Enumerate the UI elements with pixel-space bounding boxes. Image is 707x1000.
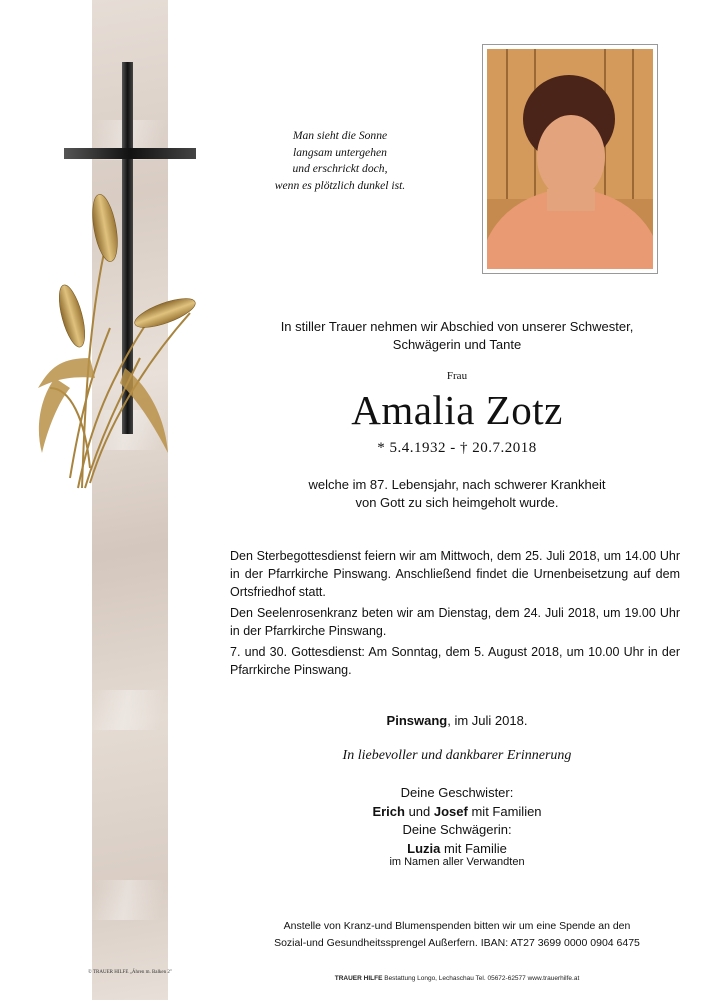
age-text xyxy=(220,476,694,512)
footer-text: Bestattung Longo, Lechaschau Tel. 05672-62577 www.trauerhilfe.at xyxy=(382,975,580,982)
portrait-frame xyxy=(482,44,658,274)
age-line: welche im 87. Lebensjahr, nach schwerer Krankheit xyxy=(308,477,606,492)
deceased-name: Amalia Zotz xyxy=(351,387,563,433)
siblings-suffix: mit Familien xyxy=(467,803,542,819)
memorial-motto xyxy=(250,128,430,194)
salutation: Frau xyxy=(446,370,468,382)
place-and-date xyxy=(220,713,694,728)
intro-text xyxy=(220,318,694,354)
conjunction: und xyxy=(404,803,434,819)
copyright-note: © TRAUER HILFE „Ähren m. Balken 2" xyxy=(88,970,172,975)
motto-line: langsam untergehen xyxy=(293,145,387,159)
stripe-streak xyxy=(92,690,168,730)
intro-line: In stiller Trauer nehmen wir Abschied von unserer Schwester, xyxy=(280,319,634,334)
sibling-name: Erich xyxy=(372,803,405,819)
intro-line: Schwägerin und Tante xyxy=(392,337,522,352)
motto-line: Man sieht die Sonne xyxy=(292,129,388,142)
family-list xyxy=(220,784,694,858)
relatives-line: im Namen aller Verwandten xyxy=(389,856,525,868)
age-line: von Gott zu sich heimgeholt wurde. xyxy=(355,495,559,510)
inlaw-suffix: mit Familie xyxy=(440,840,507,856)
portrait-photo xyxy=(487,49,653,269)
sibling-name: Josef xyxy=(433,803,468,819)
donation-line: Sozial-und Gesundheitssprengel Außerfern. IBAN: AT27 3699 0000 0904 6475 xyxy=(274,937,640,949)
funeral-service-text: Den Sterbegottesdienst feiern wir am Mittwoch, dem 25. Juli 2018, um 14.00 Uhr in der Pfarrkirche Pinswang. Anschließend findet die Urnenbeisetzung auf dem Ortsfriedhof statt. xyxy=(230,549,680,599)
siblings-line xyxy=(220,803,694,822)
footer-brand: TRAUER HILFE xyxy=(334,975,383,982)
inlaw-label: Deine Schwägerin: xyxy=(402,822,512,837)
memorial-mass-text: 7. und 30. Gottesdienst: Am Sonntag, dem 5. August 2018, um 10.00 Uhr in der Pfarrkirche Pinswang. xyxy=(230,645,680,677)
cross-with-wheat-icon xyxy=(30,58,210,498)
siblings-label: Deine Geschwister: xyxy=(400,785,514,800)
donation-line: Anstelle von Kranz-und Blumenspenden bitten wir um eine Spende an den xyxy=(283,920,631,932)
inlaw-name: Luzia xyxy=(407,840,441,856)
footer-credit xyxy=(220,975,694,982)
life-dates: * 5.4.1932 - † 20.7.2018 xyxy=(377,440,537,456)
remembrance-line: In liebevoller und dankbarer Erinnerung xyxy=(342,748,572,763)
donation-notice xyxy=(220,918,694,952)
motto-line: und erschrickt doch, xyxy=(292,162,388,175)
motto-line: wenn es plötzlich dunkel ist. xyxy=(274,178,406,192)
place-date: , im Juli 2018. xyxy=(447,713,528,728)
stripe-streak xyxy=(92,880,168,920)
rosary-text: Den Seelenrosenkranz beten wir am Dienstag, dem 24. Juli 2018, um 19.00 Uhr in der Pfarrkirche Pinswang. xyxy=(230,606,680,638)
place-town: Pinswang xyxy=(386,713,448,728)
cross-horizontal-beam xyxy=(64,148,196,159)
